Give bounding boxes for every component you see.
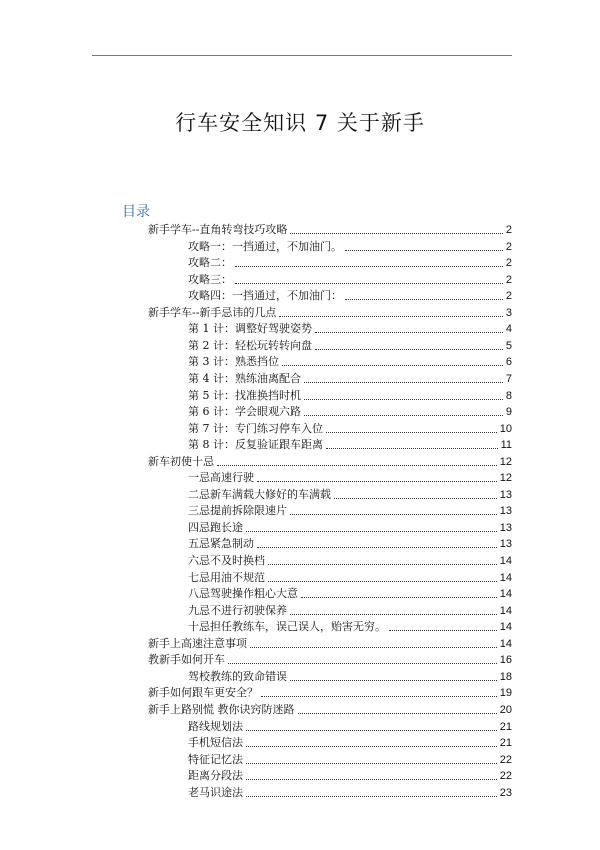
toc-dot-leader [298,713,497,714]
toc-dot-leader [235,283,503,284]
toc-entry-page: 14 [499,604,512,617]
toc-entry-label: 攻略一：一挡通过，不加油门。 [188,239,342,253]
toc-dot-leader [246,796,497,797]
toc-entry-page: 8 [505,389,512,402]
toc-entry-label: 第 7 计：专门练习停车入位 [188,421,323,435]
toc-entry-label: 特征记忆法 [188,752,243,766]
toc-entry-page: 14 [499,555,512,567]
toc-entry-label: 一忌高速行驶 [188,471,254,485]
toc-entry[interactable] [188,370,512,386]
toc-entry-page: 21 [499,737,512,750]
toc-entry-page: 4 [505,323,512,336]
toc-entry-page: 12 [499,455,512,468]
toc-dot-leader [246,531,497,532]
toc-entry[interactable] [188,486,512,502]
toc-entry-page: 23 [499,786,512,799]
toc-entry-label: 五忌紧急制动 [188,537,254,551]
toc-entry[interactable] [188,469,512,485]
toc-entry-label: 二忌新车满载大修好的车满载 [188,487,331,501]
toc-entry-label: 攻略二： [188,256,232,270]
toc-entry-page: 22 [499,753,512,766]
toc-dot-leader [261,696,497,697]
toc-dot-leader [228,663,497,664]
toc-entry-page: 20 [499,703,512,716]
toc-entry[interactable] [188,734,512,750]
toc-dot-leader [246,779,497,780]
toc-entry-page: 16 [499,654,512,667]
toc-dot-leader [246,746,497,747]
toc-dot-leader [279,316,502,317]
toc-dot-leader [315,332,503,333]
toc-entry[interactable] [148,221,512,237]
toc-entry-label: 驾校教练的致命错误 [188,669,287,683]
toc-entry-label: 距离分段法 [188,769,243,783]
toc-entry-label: 新车初使十忌 [148,454,214,468]
toc-dot-leader [304,415,503,416]
toc-entry[interactable] [188,784,512,800]
toc-entry-page: 3 [505,306,512,319]
toc-entry-label: 第 5 计：找准换挡时机 [188,388,301,402]
toc-dot-leader [301,597,497,598]
toc-entry[interactable] [188,585,512,601]
toc-entry-label: 第 2 计：轻松玩转转向盘 [188,338,312,352]
toc-entry[interactable] [188,271,512,287]
toc-entry[interactable] [148,453,512,469]
toc-entry-page: 2 [505,240,512,253]
header-rule [92,55,512,56]
toc-entry-page: 13 [499,538,512,551]
toc-entry-page: 13 [499,505,512,518]
toc-dot-leader [246,730,497,731]
toc-entry-page: 19 [499,687,512,700]
toc-entry[interactable] [188,552,512,568]
toc-dot-leader [246,763,497,764]
toc-entry-label: 十忌担任教练车，误己误人，贻害无穷。 [188,620,386,634]
toc-entry-page: 13 [499,521,512,534]
toc-entry[interactable] [188,254,512,270]
toc-entry-page: 14 [499,621,512,634]
toc-entry[interactable] [188,602,512,618]
toc-entry[interactable] [188,238,512,254]
toc-entry-page: 2 [505,224,512,236]
toc-entry[interactable] [148,701,512,717]
toc-entry[interactable] [188,618,512,634]
toc-dot-leader [345,299,503,300]
toc-dot-leader [345,250,503,251]
toc-entry-page: 10 [499,422,512,435]
toc-entry[interactable] [188,353,512,369]
toc-entry-label: 三忌提前拆除限速片 [188,504,287,518]
toc-heading: 目录 [122,204,150,220]
toc-entry-page: 12 [499,472,512,485]
toc-entry[interactable] [188,320,512,336]
toc-dot-leader [268,581,497,582]
toc-dot-leader [257,547,497,548]
toc-dot-leader [304,399,503,400]
toc-entry-label: 攻略三： [188,272,232,286]
toc-entry-page: 18 [499,670,512,683]
toc-entry[interactable] [148,651,512,667]
toc-entry-label: 攻略四：一挡通过，不加油门： [188,289,342,303]
toc-entry[interactable] [188,519,512,535]
toc-entry-label: 七忌用油不规范 [188,570,265,584]
toc-dot-leader [235,266,503,267]
toc-entry-page: 14 [499,571,512,584]
toc-entry-page: 14 [499,588,512,601]
toc-dot-leader [290,514,497,515]
toc-dot-leader [282,365,503,366]
toc-entry[interactable] [188,436,512,452]
toc-entry-page: 22 [499,770,512,783]
toc-entry[interactable] [188,420,512,436]
toc-dot-leader [334,498,497,499]
toc-entry[interactable] [188,569,512,585]
toc-entry[interactable] [188,751,512,767]
toc-dot-leader [304,382,503,383]
toc-entry[interactable] [148,635,512,651]
toc-entry-page: 11 [500,439,512,452]
toc-entry[interactable] [188,337,512,353]
toc-entry-label: 第 3 计：熟悉挡位 [188,355,279,369]
toc-dot-leader [250,647,497,648]
toc-entry[interactable] [188,502,512,518]
toc-entry-label: 六忌不及时换档 [188,554,265,567]
toc-entry-label: 新手学车--新手忌讳的几点 [148,305,277,319]
toc-entry-label: 第 1 计：调整好驾驶姿势 [188,322,312,336]
toc-entry-page: 14 [499,637,512,650]
toc-dot-leader [268,564,497,565]
toc-entry[interactable] [188,718,512,734]
toc-entry-label: 新手上路别慌 教你诀窍防迷路 [148,702,295,716]
toc-dot-leader [217,465,497,466]
toc-entry-label: 新手上高速注意事项 [148,636,247,650]
toc-entry-page: 2 [505,257,512,270]
toc-dot-leader [326,448,498,449]
toc-entry-page: 2 [505,290,512,303]
toc-entry-label: 九忌不进行初驶保养 [188,603,287,617]
toc-dot-leader [315,349,503,350]
toc-entry-label: 新手学车--直角转弯技巧攻略 [148,223,288,236]
toc-entry[interactable] [188,668,512,684]
toc-entry[interactable] [188,535,512,551]
toc-entry-label: 第 8 计：反复验证跟车距离 [188,438,323,452]
toc-entry-page: 7 [505,372,512,385]
toc-entry[interactable] [188,767,512,783]
toc-entry[interactable] [188,387,512,403]
toc-entry-label: 第 6 计：学会眼观六路 [188,405,301,419]
toc-dot-leader [290,680,497,681]
toc-entry-label: 八忌驾驶操作粗心大意 [188,587,298,601]
document-title: 行车安全知识 7 关于新手 [175,111,425,135]
toc-dot-leader [290,614,497,615]
toc-entry[interactable] [188,403,512,419]
toc-entry[interactable] [148,684,512,700]
toc-entry-page: 6 [505,356,512,369]
toc-entry-page: 2 [505,273,512,286]
toc-entry-page: 5 [505,339,512,352]
toc-entry-page: 21 [499,720,512,733]
toc-dot-leader [389,630,497,631]
toc-dot-leader [326,432,497,433]
toc-entry-label: 老马识途法 [188,785,243,799]
toc-entry-label: 新手如何跟车更安全？ [148,686,258,700]
toc-entry-label: 第 4 计：熟练油离配合 [188,371,301,385]
toc-entry-page: 13 [499,488,512,501]
toc-entry-label: 四忌跑长途 [188,520,243,534]
toc-entry-page: 9 [505,406,512,419]
toc-dot-leader [257,481,497,482]
toc-entry[interactable] [148,304,512,320]
toc-dot-leader [290,233,502,234]
toc-entry-label: 手机短信法 [188,736,243,750]
toc-entry-label: 教新手如何开车 [148,653,225,667]
toc-entry-label: 路线规划法 [188,719,243,733]
toc-entry[interactable] [188,287,512,303]
